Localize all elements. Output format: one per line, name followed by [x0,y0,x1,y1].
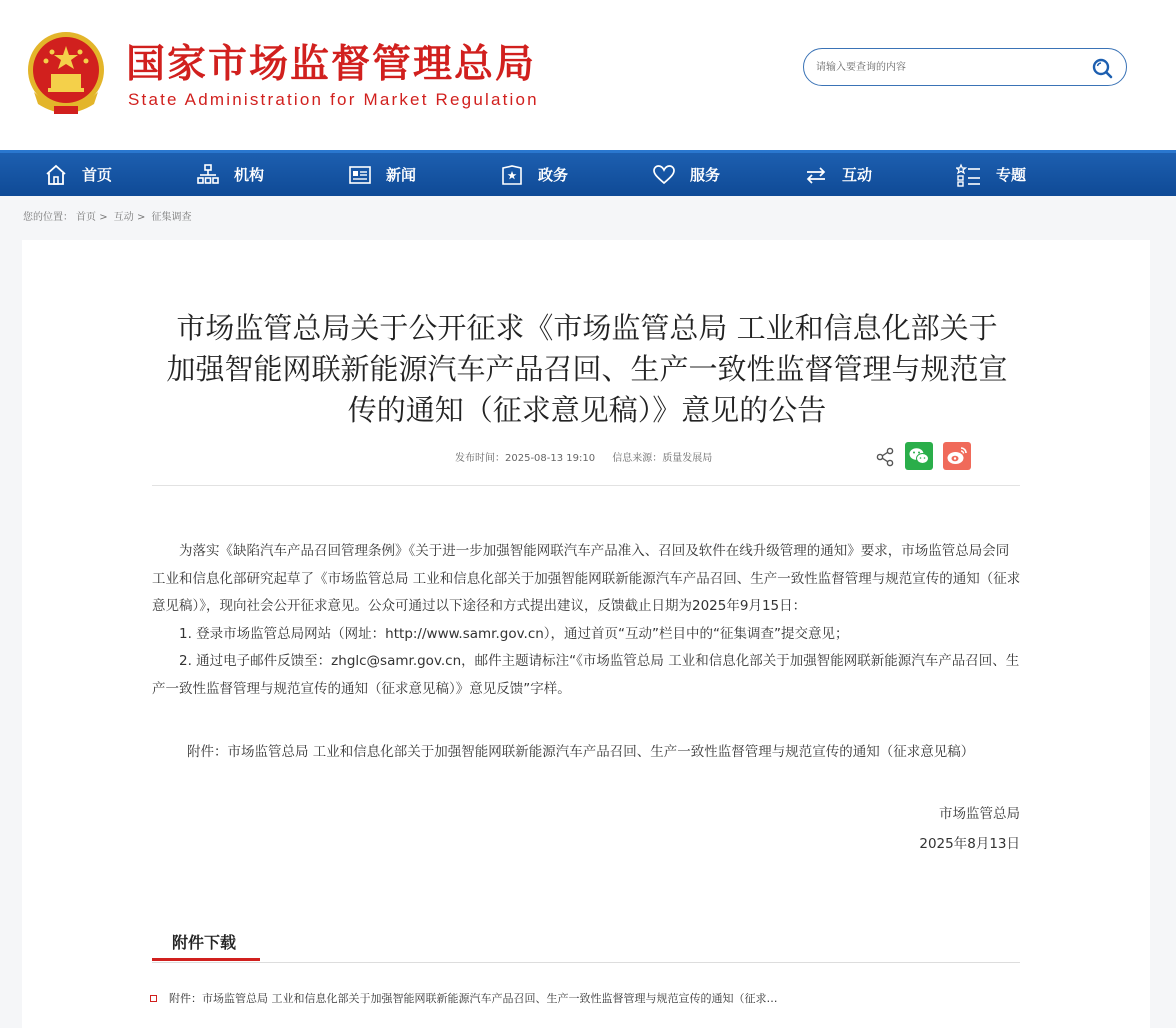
breadcrumb-interaction-link[interactable]: 互动 [113,212,134,223]
breadcrumb [23,208,192,223]
nav-item-government[interactable] [500,153,568,196]
breadcrumb-prefix: 您的位置： [23,212,73,223]
source-info [612,453,712,464]
publish-info [455,453,595,464]
national-emblem-icon[interactable] [24,30,108,116]
nav-item-services[interactable] [652,153,720,196]
topics-icon [956,163,982,187]
nav-label: 首页 [82,166,113,184]
heart-icon [652,163,676,187]
nav-label: 政务 [538,166,569,184]
article-title: 市场监管总局关于公开征求《市场监管总局 工业和信息化部关于加强智能网联新能源汽车产品召回、生产一致性监督管理与规范宣传的通知（征求意见稿）》意见的公告 [166,311,1008,427]
article-body [152,538,1022,704]
breadcrumb-separator: > [99,212,108,223]
article-paragraph: 1. 登录市场监管总局网站（网址：http://www.samr.gov.cn），通过首页“互动”栏目中的“征集调查”提交意见； [179,625,849,642]
weibo-share-icon[interactable] [943,442,971,470]
downloads-heading-underline [152,958,260,961]
site-title-cn[interactable]: 国家市场监督管理总局 [126,42,537,87]
news-icon [348,163,372,187]
nav-label: 服务 [690,166,721,184]
source-value: 质量发展局 [662,453,713,464]
search-box [803,48,1127,86]
nav-label: 互动 [842,166,873,184]
downloads-heading: 附件下载 [172,933,237,952]
signature-date: 2025年8月13日 [919,836,1020,852]
download-link[interactable]: 附件：市场监管总局 工业和信息化部关于加强智能网联新能源汽车产品召回、生产一致性监督管理与规范宣传的通知（征求… [169,992,778,1005]
download-list-item [150,990,778,1006]
publish-time: 2025-08-13 19:10 [505,453,596,464]
article-paragraph: 2. 通过电子邮件反馈至：zhglc@samr.gov.cn，邮件主题请标注“《市场监管总局 工业和信息化部关于加强智能网联新能源汽车产品召回、生产一致性监督管理与规范宣传的通知（征求意见稿）》意见反馈”字样。 [152,653,1020,697]
article-paragraph: 为落实《缺陷汽车产品召回管理条例》《关于进一步加强智能网联汽车产品准入、召回及软件在线升级管理的通知》要求，市场监管总局会同工业和信息化部研究起草了《市场监管总局 工业和信息化部关于加强智能网联新能源汽车产品召回、生产一致性监督管理与规范宣传的通知（征求意见稿）》，现向社会公开征求意见。公众可通过以下途径和方式提出建议，反馈截止日期为2025年9月15日： [152,543,1021,615]
downloads-divider [152,962,1020,963]
breadcrumb-home-link[interactable]: 首页 [76,212,96,223]
attachment-note: 附件：市场监管总局 工业和信息化部关于加强智能网联新能源汽车产品召回、生产一致性监督管理与规范宣传的通知（征求意见稿） [187,744,975,760]
breadcrumb-separator: > [136,212,146,223]
main-nav [0,150,1176,196]
org-chart-icon [196,163,220,187]
title-divider [152,485,1020,486]
nav-item-interaction[interactable] [804,153,872,196]
nav-label: 机构 [234,166,265,184]
nav-label: 新闻 [386,166,417,184]
nav-item-topics[interactable] [956,153,1026,196]
nav-item-news[interactable] [348,153,416,196]
share-icon[interactable] [874,446,896,468]
publish-label: 发布时间： [455,453,505,464]
site-title-en: State Administration for Market Regulation [128,90,539,109]
article-card [22,240,1150,1028]
breadcrumb-survey-link[interactable]: 征集调查 [151,212,192,223]
government-affairs-icon [500,163,524,187]
home-icon [44,163,68,187]
nav-label: 专题 [996,166,1027,184]
nav-item-home[interactable] [44,153,112,196]
wechat-share-icon[interactable] [905,442,933,470]
signature-org: 市场监管总局 [939,806,1020,822]
bullet-square-icon [150,995,157,1002]
nav-item-institutions[interactable] [196,153,264,196]
source-label: 信息来源： [612,453,663,464]
search-icon[interactable] [1090,56,1114,80]
search-input[interactable] [816,57,1076,77]
article-meta [455,449,726,464]
site-header [0,0,1176,150]
exchange-arrows-icon [804,163,828,187]
